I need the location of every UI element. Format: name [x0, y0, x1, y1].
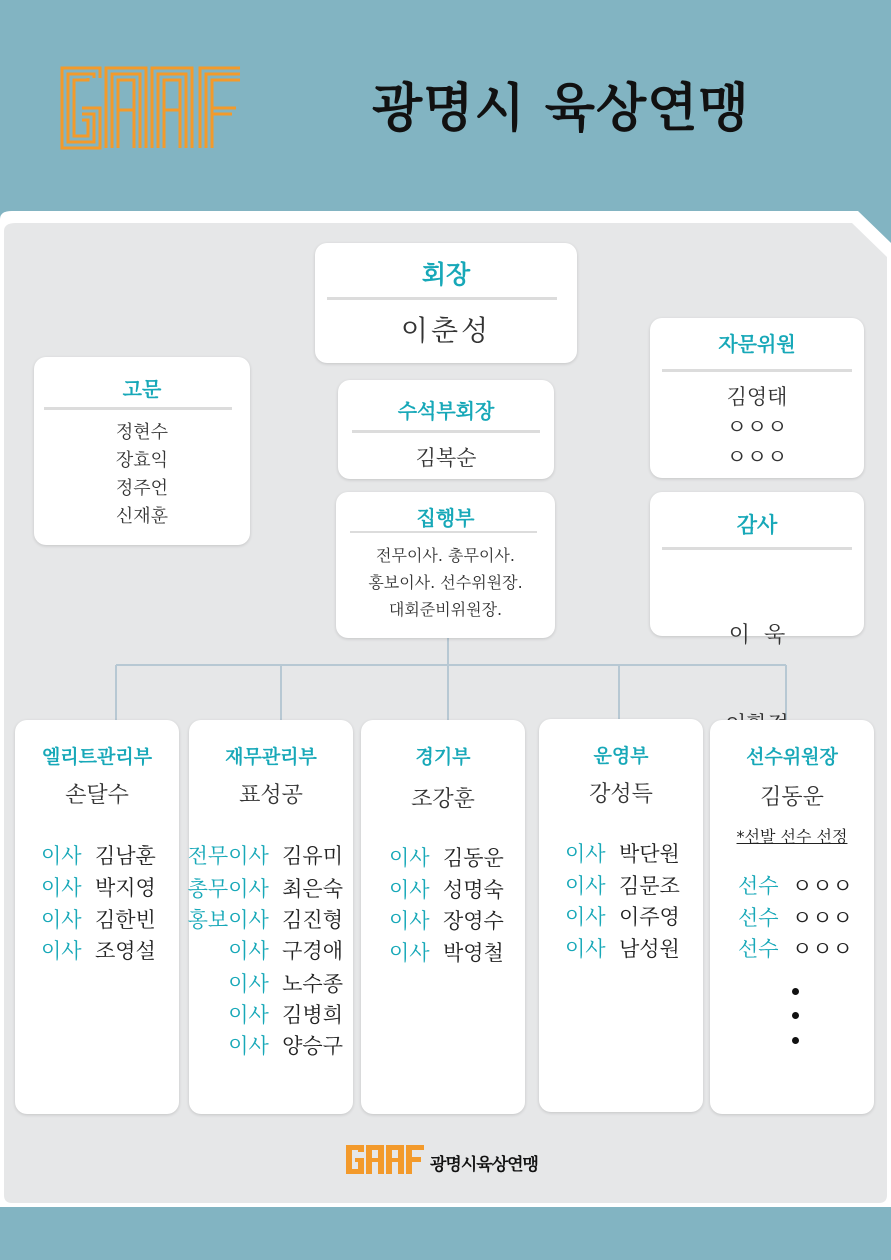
vice-president-name: 김복순 [415, 446, 477, 470]
department-finance [189, 720, 353, 1114]
member-role: 홍보이사 [187, 908, 269, 932]
advisor-name: 정현수 [115, 422, 169, 443]
department-head: 표성공 [239, 783, 303, 808]
member-role: 이사 [389, 846, 430, 870]
member-name: ㅇㅇㅇ [791, 937, 853, 961]
member-row [389, 842, 504, 872]
member-role: 총무이사 [187, 877, 269, 901]
advisor-name: 정주언 [115, 478, 169, 499]
consultant-name: 김영태 [726, 385, 788, 409]
member-row [228, 999, 343, 1029]
executive-line: 전무이사. 총무이사. [376, 546, 515, 565]
auditor-name: 이 욱 [728, 623, 786, 648]
divider [352, 430, 540, 433]
department-title: 선수위원장 [746, 746, 838, 768]
department-head: 강성득 [589, 782, 653, 807]
divider [350, 531, 537, 533]
member-name: 노수종 [282, 972, 343, 996]
member-role: 선수 [738, 906, 779, 930]
department-note: *선발 선수 선정 [736, 827, 848, 846]
consultant-name: ㅇㅇㅇ [726, 445, 788, 469]
member-role: 이사 [389, 941, 430, 965]
member-row [738, 933, 853, 963]
member-row [565, 901, 680, 931]
member-row [41, 904, 156, 934]
advisors-names [34, 419, 250, 531]
executive-box [336, 492, 555, 638]
member-name: 이주영 [618, 905, 680, 929]
footer [346, 1142, 546, 1178]
department-head: 조강훈 [411, 787, 475, 812]
member-row [41, 935, 156, 965]
member-name: 조영설 [94, 939, 156, 963]
member-row [738, 902, 853, 932]
divider [662, 369, 852, 372]
consultants-title: 자문위원 [718, 332, 796, 356]
department-operations [539, 719, 703, 1112]
member-role: 이사 [228, 1034, 269, 1058]
member-role: 이사 [228, 1003, 269, 1027]
member-name: 성명숙 [442, 878, 504, 902]
member-role: 선수 [738, 937, 779, 961]
member-row [188, 904, 343, 934]
member-name: ㅇㅇㅇ [791, 906, 853, 930]
member-role: 이사 [389, 878, 430, 902]
divider [44, 407, 232, 410]
department-title: 운영부 [593, 745, 649, 767]
advisor-name: 장효익 [115, 450, 169, 471]
footer-organization-name: 광명시육상연맹 [430, 1155, 538, 1175]
executive-line: 홍보이사. 선수위원장. [368, 573, 523, 592]
member-row [228, 1030, 343, 1060]
president-name: 이춘성 [400, 314, 492, 347]
member-row [565, 838, 680, 868]
member-name: 김남훈 [94, 844, 156, 868]
member-row [41, 872, 156, 902]
member-name: 박단원 [618, 842, 680, 866]
auditors-box [650, 492, 864, 648]
member-role: 이사 [228, 972, 269, 996]
member-role: 이사 [41, 876, 82, 900]
vice-president-title: 수석부회장 [397, 399, 495, 423]
member-row [188, 840, 343, 870]
organization-title: 광명시 육상연맹 [372, 79, 750, 139]
member-row [389, 905, 504, 935]
member-name: 양승구 [282, 1034, 343, 1058]
member-name: 김동운 [442, 846, 504, 870]
executive-line: 대회준비위원장. [388, 600, 503, 619]
member-role: 이사 [41, 844, 82, 868]
president-title: 회장 [421, 260, 471, 289]
member-name: ㅇㅇㅇ [791, 874, 853, 898]
member-name: 최은숙 [282, 877, 343, 901]
member-name: 장영수 [442, 909, 504, 933]
member-name: 박영철 [442, 941, 504, 965]
member-name: 김한빈 [94, 908, 156, 932]
member-row [41, 840, 156, 870]
member-name: 김진형 [282, 908, 343, 932]
member-row [389, 874, 504, 904]
member-role: 이사 [389, 909, 430, 933]
department-competition [361, 720, 525, 1114]
advisors-title: 고문 [122, 377, 162, 401]
member-name: 박지영 [94, 876, 156, 900]
member-row [188, 873, 343, 903]
auditors-title: 감사 [736, 513, 778, 537]
president-box [315, 243, 577, 363]
member-role: 이사 [565, 937, 606, 961]
ellipsis-dot [792, 1037, 799, 1044]
member-row [565, 933, 680, 963]
member-row [565, 870, 680, 900]
footer-logo [346, 1142, 426, 1176]
member-name: 구경애 [282, 939, 343, 963]
department-head: 김동운 [760, 785, 824, 810]
member-role: 선수 [738, 874, 779, 898]
member-name: 김병희 [282, 1003, 343, 1027]
ellipsis-dot [792, 1012, 799, 1019]
department-athlete-committee [710, 720, 874, 1114]
member-row [228, 968, 343, 998]
member-role: 이사 [565, 842, 606, 866]
member-role: 이사 [41, 908, 82, 932]
member-name: 남성원 [618, 937, 680, 961]
member-role: 이사 [565, 874, 606, 898]
member-role: 이사 [41, 939, 82, 963]
divider [662, 547, 852, 550]
member-role: 이사 [565, 905, 606, 929]
consultant-name: ㅇㅇㅇ [726, 415, 788, 439]
member-row [738, 870, 853, 900]
member-role: 이사 [228, 939, 269, 963]
vice-president-box [338, 380, 554, 479]
consultants-box [650, 318, 864, 478]
executive-lines [336, 542, 555, 623]
member-name: 김유미 [282, 844, 343, 868]
member-row [389, 937, 504, 967]
executive-title: 집행부 [416, 506, 475, 530]
department-title: 재무관리부 [225, 746, 317, 768]
divider [327, 297, 557, 300]
advisors-box [34, 357, 250, 545]
department-title: 엘리트관리부 [41, 746, 153, 768]
ellipsis-dot [792, 988, 799, 995]
advisor-name: 신재훈 [115, 506, 169, 527]
member-name: 김문조 [618, 874, 680, 898]
department-title: 경기부 [415, 746, 471, 768]
member-role: 전무이사 [187, 844, 269, 868]
department-head: 손달수 [65, 783, 129, 808]
consultants-names [650, 382, 864, 472]
member-row [228, 935, 343, 965]
department-elite [15, 720, 179, 1114]
